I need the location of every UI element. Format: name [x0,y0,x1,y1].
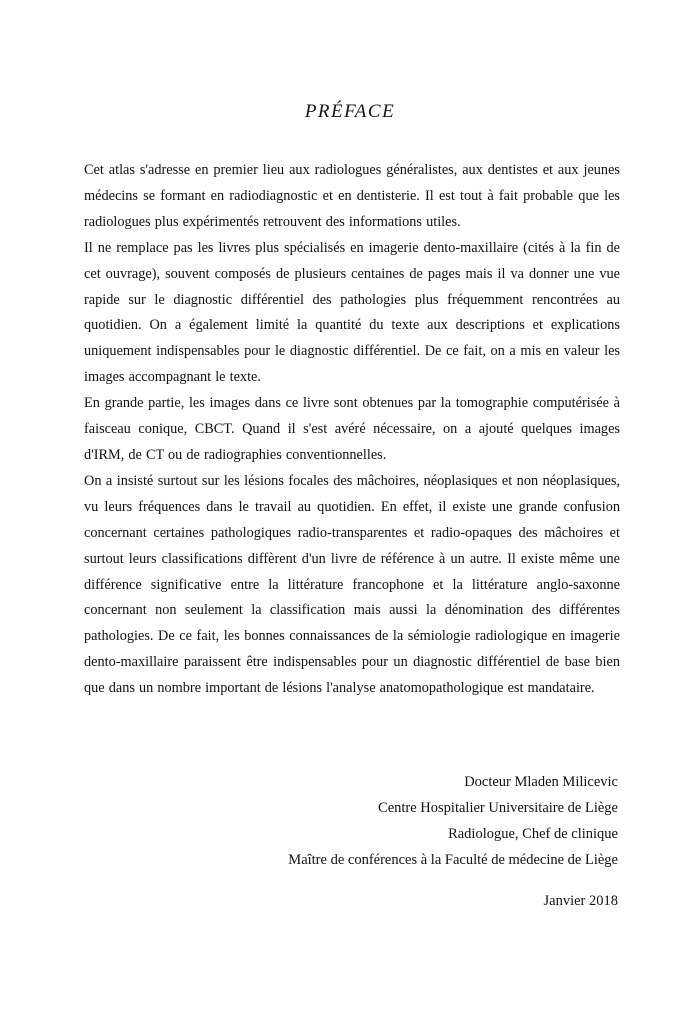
signature-line-institution: Centre Hospitalier Universitaire de Liège [378,800,618,816]
signature-line-faculty: Maître de conférences à la Faculté de médecine de Liège [288,852,618,868]
page-title: PRÉFACE [304,101,396,122]
paragraph-1: Cet atlas s'adresse en premier lieu aux radiologues généralistes, aux dentistes et aux jeunes médecins se formant en radiodiagnostic et en dentisterie. Il est tout à fait probable que les radiologues plus expérimentés retrouvent des informations utiles. [84,162,620,230]
paragraph-3: En grande partie, les images dans ce livre sont obtenues par la tomographie computérisée à faisceau conique, CBCT. Quand il s'est avéré nécessaire, on a ajouté quelques images d'IRM, de CT ou de radiographies conventionnelles. [84,395,620,463]
paragraph-2: Il ne remplace pas les livres plus spécialisés en imagerie dento-maxillaire (cités à la fin de cet ouvrage), souvent composés de plusieurs centaines de pages mais il va donner une vue rapide sur le diagnostic différentiel des pathologies plus fréquemment rencontrées au quotidien. On a également limité la quantité du texte aux descriptions et explications uniquement indispensables pour le diagnostic différentiel. De ce fait, on a mis en valeur les images accompagnant le texte. [84,239,620,386]
preface-body [84,158,620,702]
date-line: Janvier 2018 [543,893,618,909]
paragraph-4: On a insisté surtout sur les lésions focales des mâchoires, néoplasiques et non néoplasiques, vu leurs fréquences dans le travail au quotidien. En effet, il existe une grande confusion concernant certaines pathologiques radio-transparentes et radio-opaques des mâchoires et surtout leurs classifications diffèrent d'un livre de référence à un autre. Il existe même une différence significative entre la littérature francophone et la littérature anglo-saxonne concernant non seulement la classification mais aussi la dénomination des différentes pathologies. De ce fait, les bonnes connaissances de la sémiologie radiologique en imagerie dento-maxillaire paraissent être indispensables pour un diagnostic différentiel de base bien que dans un nombre important de lésions l'analyse anatomopathologique est mandataire. [84,472,620,697]
signature-line-author: Docteur Mladen Milicevic [464,774,618,790]
signature-block [84,769,618,873]
signature-line-role: Radiologue, Chef de clinique [448,826,618,842]
